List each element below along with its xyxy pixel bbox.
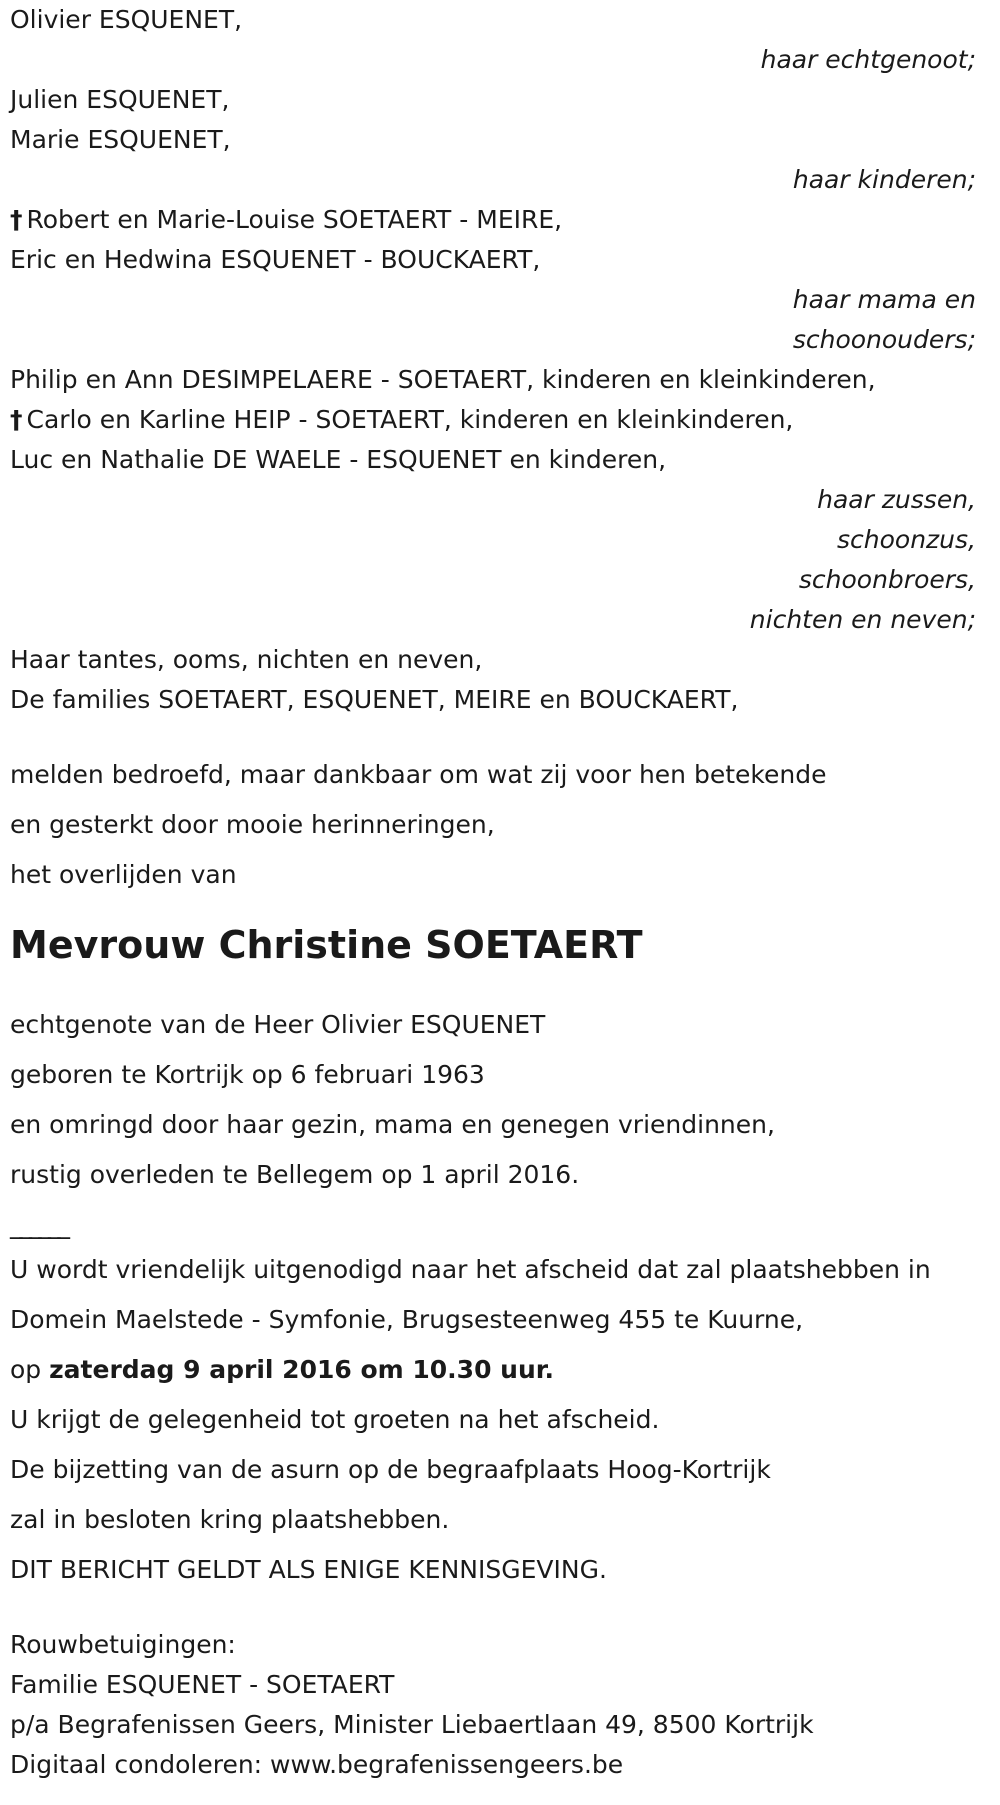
invitation-intro: U wordt vriendelijk uitgenodigd naar het afscheid dat zal plaatshebben in xyxy=(10,1255,931,1284)
condolences-online: Digitaal condoleren: www.begrafenissengeers.be xyxy=(10,1750,624,1779)
relation-label: haar mama en xyxy=(792,285,976,314)
family-name-line: Philip en Ann DESIMPELAERE - SOETAERT, kinderen en kleinkinderen, xyxy=(10,365,876,394)
condolences-family: Familie ESQUENET - SOETAERT xyxy=(10,1670,395,1699)
note-line: De bijzetting van de asurn op de begraafplaats Hoog-Kortrijk xyxy=(10,1455,771,1484)
relation-label: schoonouders; xyxy=(792,325,976,354)
invitation-date-line xyxy=(10,1345,990,1395)
family-group-siblings xyxy=(10,360,990,640)
family-name-line: Olivier ESQUENET, xyxy=(10,5,243,34)
spacer xyxy=(10,720,990,750)
announcement-line: het overlijden van xyxy=(10,860,237,889)
family-name-line: Luc en Nathalie DE WAELE - ESQUENET en kinderen, xyxy=(10,445,667,474)
relation-label: haar echtgenoot; xyxy=(760,45,976,74)
family-name-line xyxy=(10,400,990,440)
note-line: DIT BERICHT GELDT ALS ENIGE KENNISGEVING. xyxy=(10,1555,607,1584)
relation-label: haar zussen, xyxy=(817,485,976,514)
family-group-children xyxy=(10,80,990,200)
relation-label: haar kinderen; xyxy=(792,165,976,194)
announcement-line: melden bedroefd, maar dankbaar om wat zij voor hen betekende xyxy=(10,760,827,789)
cross-icon: † xyxy=(10,205,23,234)
cross-icon: † xyxy=(10,405,23,434)
condolences-heading: Rouwbetuigingen: xyxy=(10,1630,236,1659)
condolences-address: p/a Begrafenissen Geers, Minister Liebaertlaan 49, 8500 Kortrijk xyxy=(10,1710,814,1739)
invitation-date: zaterdag 9 april 2016 om 10.30 uur. xyxy=(49,1355,555,1384)
family-name-line: Julien ESQUENET, xyxy=(10,85,230,114)
separator-line: ______ xyxy=(10,1210,67,1239)
family-name-line: Marie ESQUENET, xyxy=(10,125,231,154)
family-name-line: Haar tantes, ooms, nichten en neven, xyxy=(10,645,483,674)
family-group-extended xyxy=(10,640,990,720)
relation-label: schoonbroers, xyxy=(798,565,976,594)
invitation-date-prefix: op xyxy=(10,1355,42,1384)
detail-line: echtgenote van de Heer Olivier ESQUENET xyxy=(10,1010,546,1039)
detail-line: geboren te Kortrijk op 6 februari 1963 xyxy=(10,1060,485,1089)
detail-line: en omringd door haar gezin, mama en genegen vriendinnen, xyxy=(10,1110,775,1139)
note-line: U krijgt de gelegenheid tot groeten na het afscheid. xyxy=(10,1405,660,1434)
family-name-line: De families SOETAERT, ESQUENET, MEIRE en BOUCKAERT, xyxy=(10,685,739,714)
condolences xyxy=(10,1625,990,1785)
family-name-text: Carlo en Karline HEIP - SOETAERT, kinderen en kleinkinderen, xyxy=(26,405,794,434)
invitation-location: Domein Maelstede - Symfonie, Brugsesteenweg 455 te Kuurne, xyxy=(10,1305,804,1334)
family-name-line: Eric en Hedwina ESQUENET - BOUCKAERT, xyxy=(10,245,541,274)
family-group-parents xyxy=(10,200,990,360)
deceased-name-heading: Mevrouw Christine SOETAERT xyxy=(10,923,643,967)
deceased-details xyxy=(10,1000,990,1200)
notes xyxy=(10,1395,990,1595)
announcement-line: en gesterkt door mooie herinneringen, xyxy=(10,810,495,839)
family-name-line xyxy=(10,200,990,240)
announcement xyxy=(10,750,990,900)
spacer xyxy=(10,1595,990,1625)
family-group-spouse xyxy=(10,0,990,80)
obituary-document xyxy=(10,0,990,1785)
family-name-text: Robert en Marie-Louise SOETAERT - MEIRE, xyxy=(26,205,563,234)
note-line: zal in besloten kring plaatshebben. xyxy=(10,1505,450,1534)
relation-label: nichten en neven; xyxy=(749,605,976,634)
detail-line: rustig overleden te Bellegem op 1 april 2016. xyxy=(10,1160,580,1189)
relation-label: schoonzus, xyxy=(837,525,976,554)
invitation xyxy=(10,1250,990,1395)
